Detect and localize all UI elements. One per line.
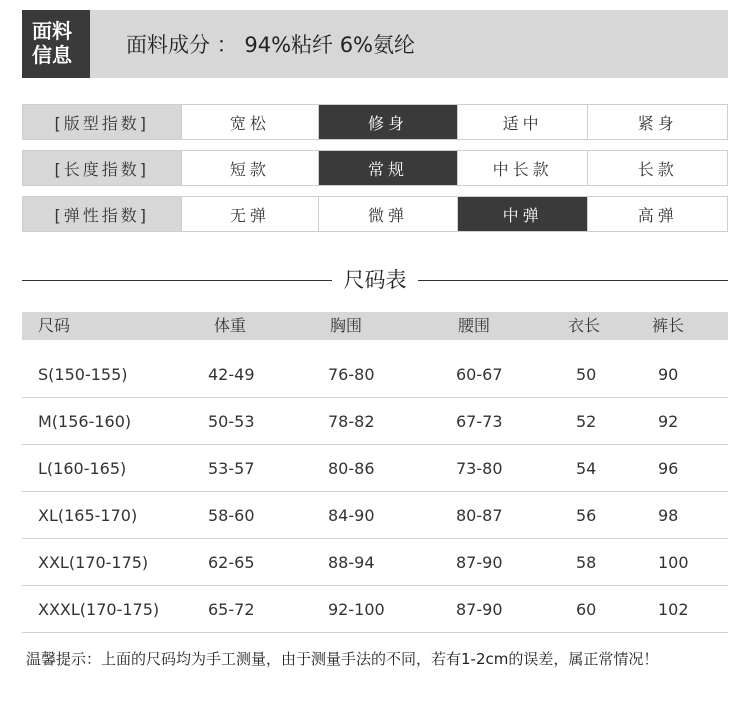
cell-pants-length: 100 bbox=[658, 553, 689, 572]
cell-bust: 92-100 bbox=[328, 600, 385, 619]
header-pants-length: 裤长 bbox=[652, 316, 685, 335]
fit-option-regular: 适中 bbox=[457, 105, 588, 139]
measurement-note: 温馨提示：上面的尺码均为手工测量，由于测量手法的不同，若有1-2cm的误差，属正常情况！ bbox=[26, 650, 659, 668]
length-option-long: 长款 bbox=[587, 151, 727, 185]
cell-bust: 88-94 bbox=[328, 553, 375, 572]
elasticity-option-medium: 中弹 bbox=[457, 197, 588, 231]
header-size: 尺码 bbox=[38, 316, 71, 335]
header-bust: 胸围 bbox=[330, 316, 363, 335]
cell-weight: 65-72 bbox=[208, 600, 255, 619]
header-top-length: 衣长 bbox=[568, 316, 601, 335]
elasticity-index-label: [弹性指数] bbox=[23, 197, 181, 231]
table-row bbox=[22, 398, 728, 445]
cell-top-length: 58 bbox=[576, 553, 597, 572]
cell-waist: 73-80 bbox=[456, 459, 503, 478]
length-option-short: 短款 bbox=[181, 151, 319, 185]
cell-waist: 87-90 bbox=[456, 600, 503, 619]
fabric-tag-line1: 面料 bbox=[32, 19, 72, 43]
size-table-header bbox=[22, 312, 728, 340]
cell-top-length: 52 bbox=[576, 412, 597, 431]
length-index-row bbox=[22, 150, 728, 186]
fit-option-tight: 紧身 bbox=[587, 105, 727, 139]
cell-pants-length: 98 bbox=[658, 506, 679, 525]
fabric-tag bbox=[22, 10, 90, 78]
cell-size: L(160-165) bbox=[38, 459, 127, 478]
divider-right bbox=[418, 280, 728, 281]
length-index-label: [长度指数] bbox=[23, 151, 181, 185]
table-row bbox=[22, 492, 728, 539]
cell-size: S(150-155) bbox=[38, 365, 128, 384]
cell-waist: 67-73 bbox=[456, 412, 503, 431]
table-row bbox=[22, 586, 728, 633]
cell-pants-length: 90 bbox=[658, 365, 679, 384]
cell-pants-length: 102 bbox=[658, 600, 689, 619]
cell-size: XXL(170-175) bbox=[38, 553, 149, 572]
table-row bbox=[22, 351, 728, 398]
cell-weight: 62-65 bbox=[208, 553, 255, 572]
cell-waist: 87-90 bbox=[456, 553, 503, 572]
size-chart-heading bbox=[22, 266, 728, 294]
elasticity-option-none: 无弹 bbox=[181, 197, 319, 231]
header-weight: 体重 bbox=[214, 316, 247, 335]
elasticity-option-high: 高弹 bbox=[587, 197, 727, 231]
cell-bust: 76-80 bbox=[328, 365, 375, 384]
cell-weight: 42-49 bbox=[208, 365, 255, 384]
divider-left bbox=[22, 280, 332, 281]
fabric-tag-line2: 信息 bbox=[32, 43, 72, 67]
fit-option-loose: 宽松 bbox=[181, 105, 319, 139]
length-option-mid-long: 中长款 bbox=[457, 151, 588, 185]
length-option-standard: 常规 bbox=[318, 151, 457, 185]
fabric-banner bbox=[22, 10, 728, 78]
size-chart-title: 尺码表 bbox=[343, 268, 407, 292]
cell-top-length: 50 bbox=[576, 365, 597, 384]
cell-size: XL(165-170) bbox=[38, 506, 138, 525]
cell-waist: 60-67 bbox=[456, 365, 503, 384]
cell-top-length: 56 bbox=[576, 506, 597, 525]
cell-pants-length: 96 bbox=[658, 459, 679, 478]
fabric-composition: 面料成分 ： 94%粘纤 6%氨纶 bbox=[126, 33, 416, 57]
cell-weight: 50-53 bbox=[208, 412, 255, 431]
elasticity-option-slight: 微弹 bbox=[318, 197, 457, 231]
cell-pants-length: 92 bbox=[658, 412, 679, 431]
table-row bbox=[22, 539, 728, 586]
fit-index-label: [版型指数] bbox=[23, 105, 181, 139]
fit-option-slim: 修身 bbox=[318, 105, 457, 139]
cell-weight: 58-60 bbox=[208, 506, 255, 525]
cell-bust: 84-90 bbox=[328, 506, 375, 525]
cell-waist: 80-87 bbox=[456, 506, 503, 525]
elasticity-index-row bbox=[22, 196, 728, 232]
cell-weight: 53-57 bbox=[208, 459, 255, 478]
table-row bbox=[22, 445, 728, 492]
cell-top-length: 60 bbox=[576, 600, 597, 619]
cell-size: M(156-160) bbox=[38, 412, 132, 431]
cell-top-length: 54 bbox=[576, 459, 597, 478]
cell-bust: 80-86 bbox=[328, 459, 375, 478]
header-waist: 腰围 bbox=[458, 316, 491, 335]
fit-index-row bbox=[22, 104, 728, 140]
cell-size: XXXL(170-175) bbox=[38, 600, 160, 619]
cell-bust: 78-82 bbox=[328, 412, 375, 431]
